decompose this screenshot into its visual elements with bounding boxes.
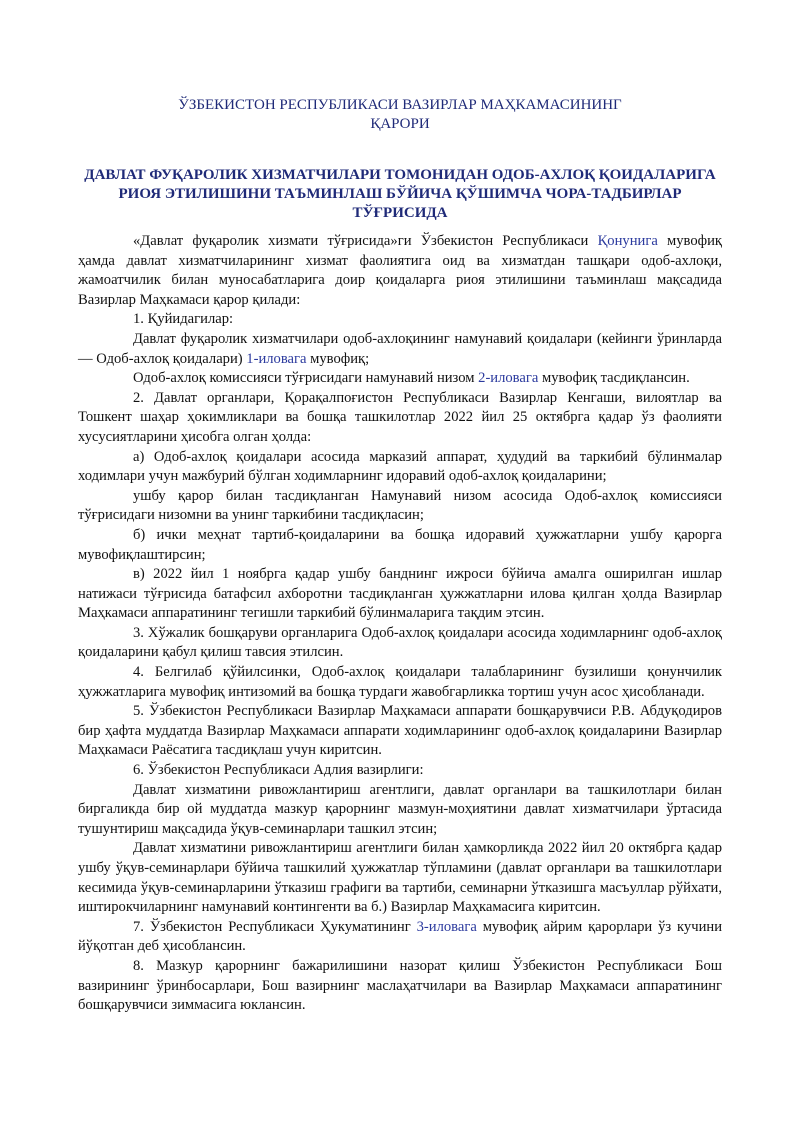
annex-1-link[interactable]: 1-иловага <box>246 350 307 367</box>
annex-2-link[interactable]: 2-иловага <box>478 370 539 387</box>
clause-6-documents: Давлат хизматини ривожлантириш агентлиги билан ҳамкорликда 2022 йил 20 октябрга қадар ушбу ўқув-семинарлари бўйича ташкилий ҳужжатлар тўпламини (давлат органлари ва ташкилотлари кесимида ўқув-семинарларини ўтказиш графиги ва тартиби, семинарни ўтказишга масъуллар рўйхати, иштирокчиларнинг намунавий контингенти ва б.) Вазирлар Маҳкамасига киритсин. <box>78 840 722 916</box>
clause-1: 1. Қуйидагилар: <box>133 311 234 328</box>
law-link[interactable]: Қонунига <box>597 233 658 249</box>
clause-3: 3. Хўжалик бошқаруви органларига Одоб-ахлоқ қоидалари асосида ходимларнинг одоб-ахлоқ қоидаларини қабул қилиш тавсия этилсин. <box>78 624 722 661</box>
document-type: ҚАРОРИ <box>370 116 430 132</box>
issuer-line: ЎЗБЕКИСТОН РЕСПУБЛИКАСИ ВАЗИРЛАР МАҲКАМАСИНИНГ <box>178 97 622 113</box>
document-body <box>78 232 722 1016</box>
clause-7: 7. Ўзбекистон Республикаси Ҳукуматининг 3-иловага мувофиқ айрим қарорлари ўз кучини йўқотган деб ҳисоблансин. <box>78 918 723 955</box>
clause-1-commission-regulation: Одоб-ахлоқ комиссияси тўғрисидаги намунавий низом 2-иловага мувофиқ тасдиқлансин. <box>133 370 690 387</box>
clause-2-b: б) ички меҳнат тартиб-қоидаларини ва бошқа идоравий ҳужжатларни ушбу қарорга мувофиқлаштирсин; <box>78 526 722 563</box>
clause-4: 4. Белгилаб қўйилсинки, Одоб-ахлоқ қоидалари талабларининг бузилиши қонунчилик ҳужжатларига мувофиқ интизомий ва бошқа турдаги жавобгарликка тортиш учун асос ҳисобланади. <box>78 664 722 700</box>
annex-3-link[interactable]: 3-иловага <box>416 918 477 935</box>
document-title: ДАВЛАТ ФУҚАРОЛИК ХИЗМАТЧИЛАРИ ТОМОНИДАН ОДОБ-АХЛОҚ ҚОИДАЛАРИГА РИОЯ ЭТИЛИШИНИ ТАЪМИНЛАШ БЎЙИЧА ҚЎШИМЧА ЧОРА-ТАДБИРЛАР ТЎҒРИСИДА <box>84 167 716 221</box>
clause-2-a: а) Одоб-ахлоқ қоидалари асосида марказий аппарат, ҳудудий ва таркибий бўлинмалар ходимлари учун мажбурий бўлган ходимларнинг идоравий одоб-ахлоқ қоидаларини; <box>78 448 722 485</box>
clause-6: 6. Ўзбекистон Республикаси Адлия вазирлиги: <box>133 762 424 779</box>
clause-1-ethics-rules: Давлат фуқаролик хизматчилари одоб-ахлоқининг намунавий қоидалари (кейинги ўринларда — Одоб-ахлоқ қоидалари) 1-иловага мувофиқ; <box>78 330 722 367</box>
clause-2-a-continued: ушбу қарор билан тасдиқланган Намунавий низом асосида Одоб-ахлоқ комиссияси тўғрисидаги низомни ва унинг таркибини тасдиқласин; <box>78 487 722 524</box>
clause-6-seminars: Давлат хизматини ривожлантириш агентлиги, давлат органлари ва ташкилотлари билан биргаликда бир ой муддатда мазкур қарорнинг мазмун-моҳиятини давлат хизматчилари ўртасида тушунтириш мақсадида ўқув-семинарлари ташкил этсин; <box>78 781 722 837</box>
clause-8: 8. Мазкур қарорнинг бажарилишини назорат қилиш Ўзбекистон Республикаси Бош вазирининг ўринбосарлари, Бош вазирнинг маслаҳатчилари ва Вазирлар Маҳкамаси аппаратининг бошқарувчиси зиммасига юклансин. <box>78 957 722 1014</box>
preamble-paragraph: «Давлат фуқаролик хизмати тўғрисида»ги Ўзбекистон Республикаси Қонунига мувофиқ ҳамда давлат хизматчиларининг хизмат фаолиятига оид ва хизматдан ташқари одоб-ахлоқи, жамоатчилик билан муносабатларига доир қоидаларга риоя этилишини таъминлаш мақсадида Вазирлар Маҳкамаси қарор қилади: <box>78 233 723 308</box>
clause-2: 2. Давлат органлари, Қорақалпоғистон Республикаси Вазирлар Кенгаши, вилоятлар ва Тошкент шаҳар ҳокимликлари ва бошқа ташкилотлар 2022 йил 25 октябрга қадар ўз фаолияти хусусиятларини ҳисобга олган ҳолда: <box>78 389 722 445</box>
clause-2-c: в) 2022 йил 1 ноябрга қадар ушбу банднинг ижроси бўйича амалга оширилган ишлар натижаси тўғрисида батафсил ахборотни тасдиқланган ҳужжатларни илова қилган ҳолда Вазирлар Маҳкамаси аппаратининг тегишли таркибий бўлинмаларига тақдим этсин. <box>78 566 722 622</box>
clause-5: 5. Ўзбекистон Республикаси Вазирлар Маҳкамаси аппарати бошқарувчиси Р.В. Абдуқодиров бир ҳафта муддатда Вазирлар Маҳкамаси аппарати ходимларининг одоб-ахлоқ қоидаларини Вазирлар Маҳкамаси Раёсатига тасдиқлаш учун киритсин. <box>78 703 722 759</box>
